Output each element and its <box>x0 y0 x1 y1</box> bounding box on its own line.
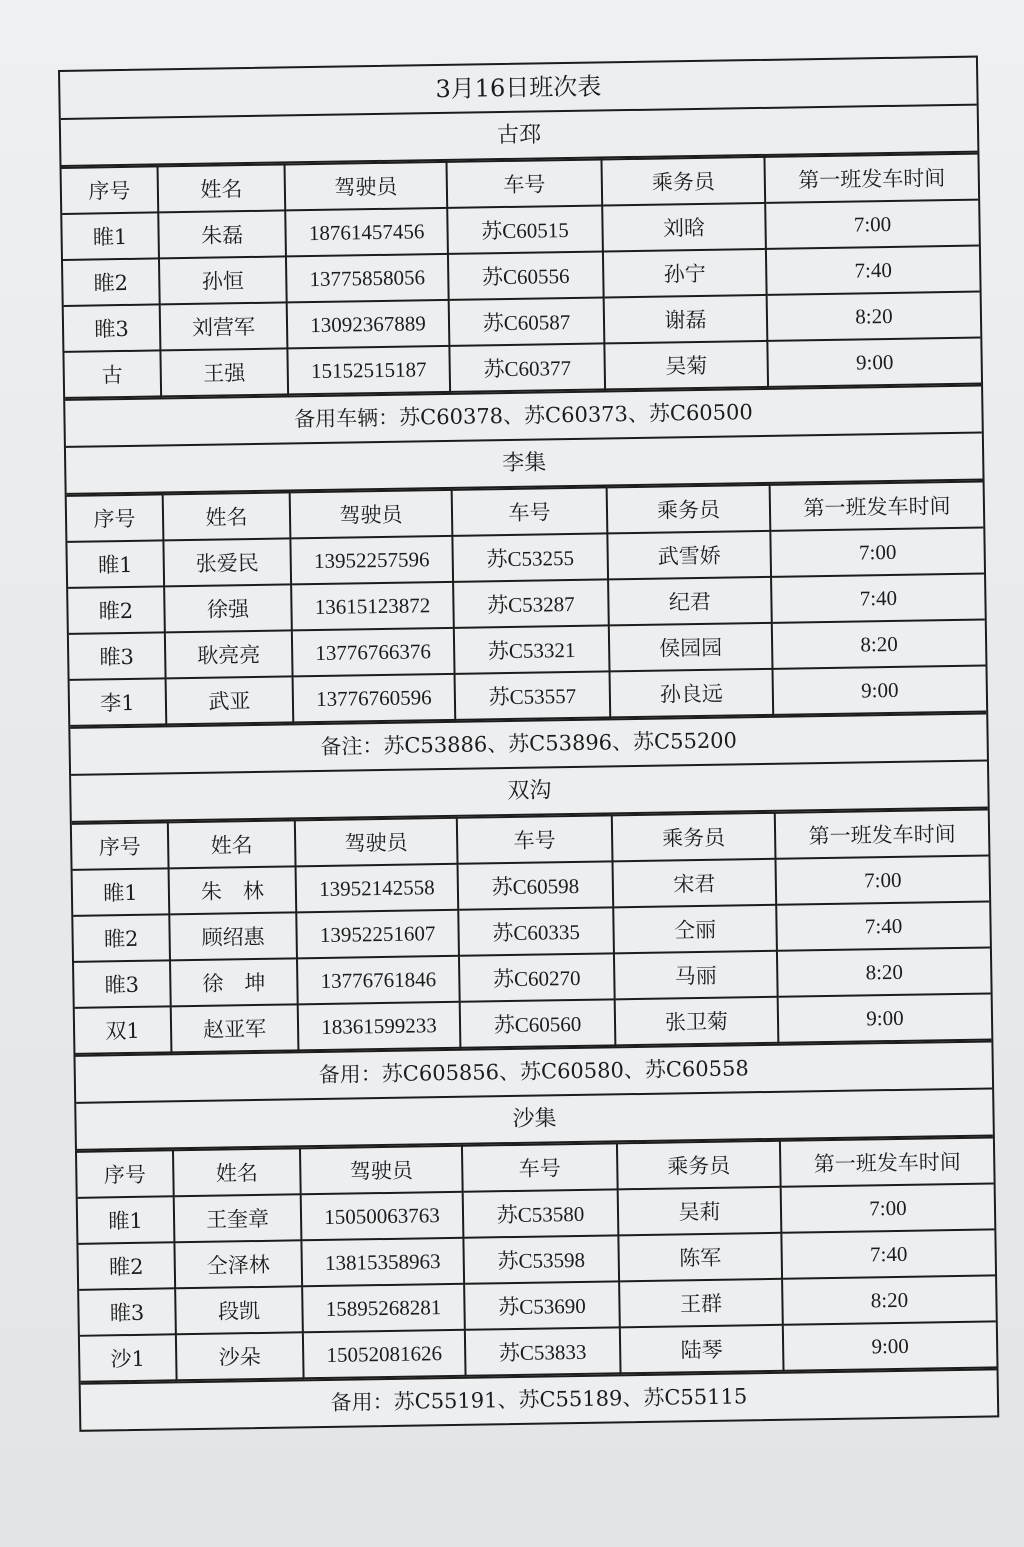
departure-time-cell: 9:00 <box>767 338 981 387</box>
column-header: 姓名 <box>173 1148 301 1196</box>
column-header: 序号 <box>72 822 169 870</box>
seq-cell: 睢2 <box>63 258 160 306</box>
driver-phone-cell: 13776760596 <box>293 674 456 723</box>
departure-time-cell: 7:00 <box>781 1183 995 1232</box>
driver-phone-cell: 15052081626 <box>303 1330 466 1379</box>
name-cell: 王强 <box>160 348 288 396</box>
driver-phone-cell: 15152515187 <box>287 346 450 395</box>
name-cell: 耿亮亮 <box>165 630 293 678</box>
plate-cell: 苏C53598 <box>463 1235 619 1283</box>
plate-cell: 苏C60598 <box>458 861 614 909</box>
route-section <box>66 434 987 776</box>
name-cell: 段凯 <box>175 1286 303 1334</box>
reserve-vehicles: 备用：苏C605856、苏C60580、苏C60558 <box>75 1040 992 1103</box>
name-cell: 赵亚军 <box>171 1004 299 1052</box>
name-cell: 顾绍惠 <box>169 912 297 960</box>
name-cell: 徐强 <box>164 584 292 632</box>
attendant-cell: 吴菊 <box>604 341 768 390</box>
column-header: 驾驶员 <box>300 1146 463 1195</box>
attendant-cell: 马丽 <box>614 951 778 1000</box>
schedule-grid <box>77 1136 997 1382</box>
driver-phone-cell: 13776761846 <box>297 956 460 1005</box>
column-header: 乘务员 <box>612 813 776 862</box>
departure-time-cell: 8:20 <box>772 620 986 669</box>
departure-time-cell: 8:20 <box>767 292 981 341</box>
plate-cell: 苏C60560 <box>460 999 616 1047</box>
attendant-cell: 宋君 <box>612 859 776 908</box>
driver-phone-cell: 13776766376 <box>292 628 455 677</box>
name-cell: 徐 坤 <box>170 958 298 1006</box>
attendant-cell: 侯园园 <box>609 623 773 672</box>
reserve-vehicles: 备用：苏C55191、苏C55189、苏C55115 <box>81 1368 998 1429</box>
driver-phone-cell: 13952257596 <box>290 536 453 585</box>
name-cell: 王奎章 <box>174 1194 302 1242</box>
name-cell: 朱磊 <box>158 210 286 258</box>
route-section <box>71 761 992 1103</box>
departure-time-cell: 7:00 <box>770 528 984 577</box>
seq-cell: 睢2 <box>68 586 165 634</box>
column-header: 姓名 <box>168 820 296 868</box>
driver-phone-cell: 13092367889 <box>287 300 450 349</box>
column-header: 驾驶员 <box>295 818 458 867</box>
plate-cell: 苏C53833 <box>465 1327 621 1375</box>
seq-cell: 睢2 <box>73 914 170 962</box>
attendant-cell: 纪君 <box>608 577 772 626</box>
driver-phone-cell: 18761457456 <box>285 208 448 257</box>
plate-cell: 苏C60515 <box>447 205 603 253</box>
plate-cell: 苏C60270 <box>459 953 615 1001</box>
attendant-cell: 张卫菊 <box>615 997 779 1046</box>
seq-cell: 睢2 <box>78 1242 175 1290</box>
name-cell: 朱 林 <box>169 866 297 914</box>
section-title: 古邳 <box>61 106 978 167</box>
column-header: 乘务员 <box>601 157 765 206</box>
name-cell: 武亚 <box>166 676 294 724</box>
column-header: 驾驶员 <box>285 162 448 211</box>
seq-cell: 沙1 <box>80 1334 177 1382</box>
name-cell: 仝泽林 <box>174 1240 302 1288</box>
departure-time-cell: 7:40 <box>781 1229 995 1278</box>
column-header: 第一班发车时间 <box>780 1137 994 1186</box>
page-title: 3月16日班次表 <box>60 58 977 120</box>
driver-phone-cell: 18361599233 <box>298 1002 461 1051</box>
route-section <box>76 1089 997 1429</box>
reserve-vehicles: 备注：苏C53886、苏C53896、苏C55200 <box>70 712 987 775</box>
attendant-cell: 孙宁 <box>603 249 767 298</box>
plate-cell: 苏C60556 <box>448 251 604 299</box>
column-header: 车号 <box>446 159 602 207</box>
seq-cell: 睢1 <box>78 1196 175 1244</box>
departure-time-cell: 7:00 <box>765 200 979 249</box>
attendant-cell: 孙良远 <box>610 669 774 718</box>
name-cell: 孙恒 <box>159 256 287 304</box>
column-header: 车号 <box>452 487 608 535</box>
schedule-grid <box>67 481 987 727</box>
schedule-table <box>58 56 999 1432</box>
column-header: 第一班发车时间 <box>770 482 984 531</box>
column-header: 乘务员 <box>607 485 771 534</box>
attendant-cell: 陈军 <box>618 1233 782 1282</box>
name-cell: 沙朵 <box>176 1332 304 1380</box>
plate-cell: 苏C60587 <box>449 297 605 345</box>
departure-time-cell: 7:40 <box>766 246 980 295</box>
column-header: 序号 <box>62 166 159 214</box>
reserve-vehicles: 备用车辆：苏C60378、苏C60373、苏C60500 <box>65 385 982 448</box>
name-cell: 刘营军 <box>160 302 288 350</box>
name-cell: 张爱民 <box>163 538 291 586</box>
departure-time-cell: 7:40 <box>776 901 990 950</box>
column-header: 第一班发车时间 <box>775 809 989 858</box>
plate-cell: 苏C53580 <box>463 1189 619 1237</box>
departure-time-cell: 9:00 <box>772 666 986 715</box>
schedule-grid <box>72 808 992 1054</box>
attendant-cell: 陆琴 <box>620 1325 784 1374</box>
attendant-cell: 刘晗 <box>602 203 766 252</box>
seq-cell: 睢1 <box>73 868 170 916</box>
attendant-cell: 谢磊 <box>604 295 768 344</box>
column-header: 驾驶员 <box>290 490 453 539</box>
column-header: 序号 <box>67 494 164 542</box>
driver-phone-cell: 13775858056 <box>286 254 449 303</box>
plate-cell: 苏C60335 <box>458 907 614 955</box>
seq-cell: 睢3 <box>64 304 161 352</box>
departure-time-cell: 9:00 <box>778 993 992 1042</box>
section-title: 沙集 <box>76 1089 993 1150</box>
departure-time-cell: 8:20 <box>777 947 991 996</box>
departure-time-cell: 7:40 <box>771 574 985 623</box>
schedule-grid <box>62 153 982 399</box>
column-header: 车号 <box>457 815 613 863</box>
plate-cell: 苏C60377 <box>449 343 605 391</box>
column-header: 乘务员 <box>617 1141 781 1190</box>
departure-time-cell: 7:00 <box>775 855 989 904</box>
seq-cell: 睢3 <box>74 960 171 1008</box>
driver-phone-cell: 13952251607 <box>296 910 459 959</box>
attendant-cell: 仝丽 <box>613 905 777 954</box>
section-title: 双沟 <box>71 761 988 822</box>
plate-cell: 苏C53287 <box>453 579 609 627</box>
column-header: 车号 <box>462 1143 618 1191</box>
route-section <box>61 106 982 448</box>
seq-cell: 睢3 <box>79 1288 176 1336</box>
attendant-cell: 吴莉 <box>618 1187 782 1236</box>
departure-time-cell: 9:00 <box>783 1321 997 1370</box>
driver-phone-cell: 13952142558 <box>296 864 459 913</box>
plate-cell: 苏C53321 <box>454 625 610 673</box>
seq-cell: 李1 <box>70 678 167 726</box>
plate-cell: 苏C53255 <box>452 533 608 581</box>
seq-cell: 睢1 <box>67 540 164 588</box>
driver-phone-cell: 13615123872 <box>291 582 454 631</box>
sections-container <box>61 106 997 1430</box>
seq-cell: 睢1 <box>62 212 159 260</box>
plate-cell: 苏C53690 <box>464 1281 620 1329</box>
departure-time-cell: 8:20 <box>782 1275 996 1324</box>
attendant-cell: 武雪娇 <box>607 531 771 580</box>
driver-phone-cell: 15050063763 <box>301 1192 464 1241</box>
column-header: 第一班发车时间 <box>764 154 978 203</box>
seq-cell: 双1 <box>75 1006 172 1054</box>
column-header: 姓名 <box>163 492 291 540</box>
attendant-cell: 王群 <box>619 1279 783 1328</box>
seq-cell: 睢3 <box>69 632 166 680</box>
column-header: 姓名 <box>158 164 286 212</box>
plate-cell: 苏C53557 <box>455 671 611 719</box>
section-title: 李集 <box>66 434 983 495</box>
seq-cell: 古 <box>64 350 161 398</box>
driver-phone-cell: 15895268281 <box>302 1284 465 1333</box>
column-header: 序号 <box>77 1150 174 1198</box>
driver-phone-cell: 13815358963 <box>301 1238 464 1287</box>
